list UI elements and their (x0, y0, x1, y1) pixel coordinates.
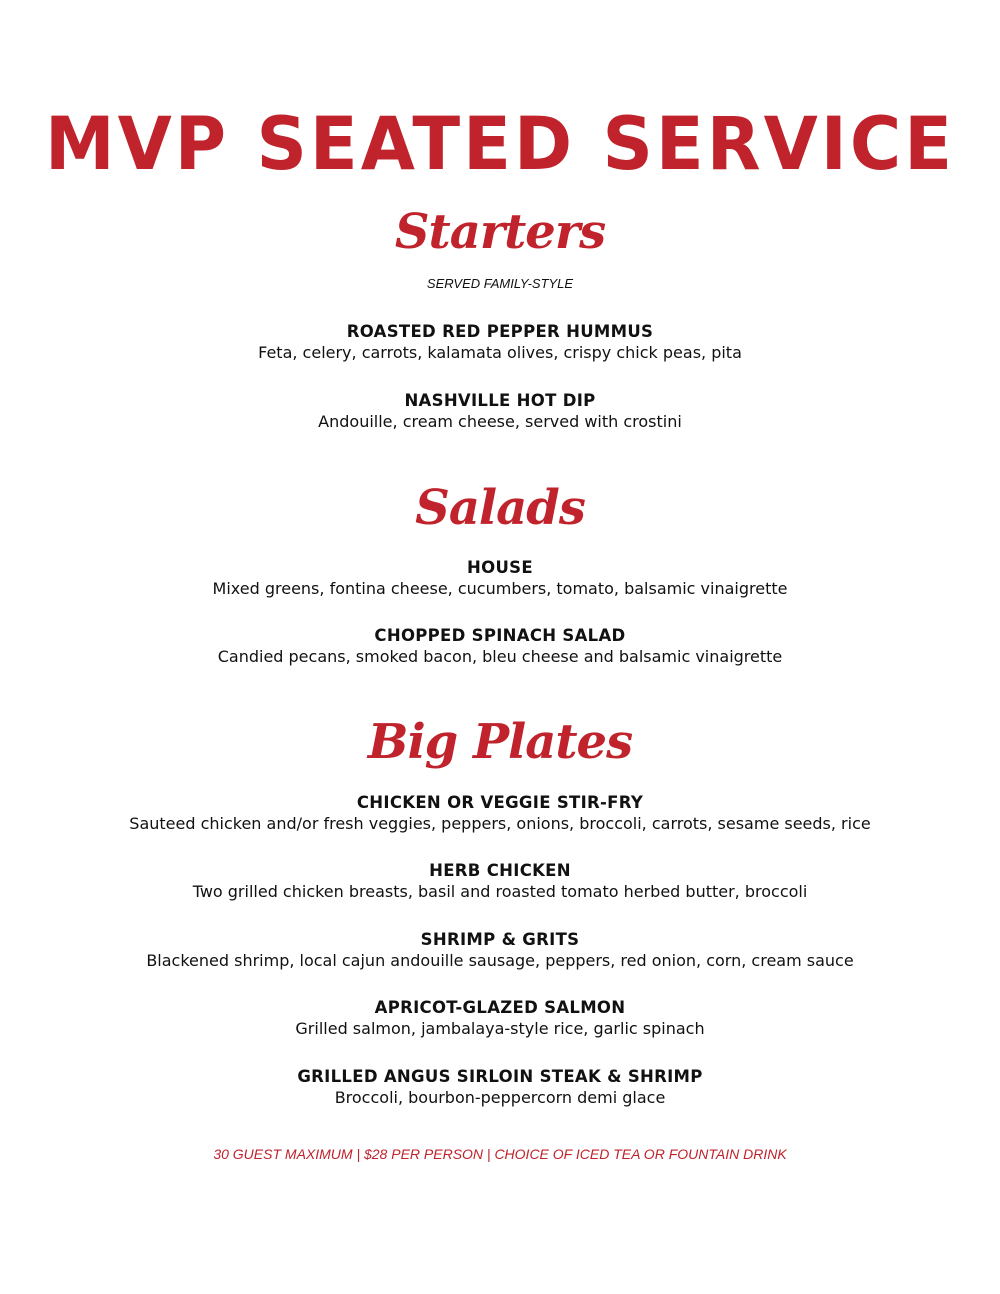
menu-item-name: SHRIMP & GRITS (420, 930, 580, 949)
menu-item-name: ROASTED RED PEPPER HUMMUS (346, 322, 654, 341)
menu-item-name: HERB CHICKEN (429, 861, 571, 880)
menu-item-description: Mixed greens, fontina cheese, cucumbers, tomato, balsamic vinaigrette (212, 579, 788, 598)
menu-item-description: Grilled salmon, jambalaya-style rice, garlic spinach (295, 1019, 705, 1038)
menu-item (0, 558, 1000, 599)
menu-item-description: Feta, celery, carrots, kalamata olives, crispy chick peas, pita (258, 343, 742, 362)
menu-item-description: Candied pecans, smoked bacon, bleu cheese and balsamic vinaigrette (217, 647, 783, 666)
section-heading-salads: Salads (415, 480, 585, 536)
menu-item (0, 861, 1000, 902)
menu-item-description: Sauteed chicken and/or fresh veggies, peppers, onions, broccoli, carrots, sesame seeds, rice (129, 814, 871, 833)
menu-item (0, 322, 1000, 363)
menu-item-name: NASHVILLE HOT DIP (404, 391, 596, 410)
menu-item-description: Two grilled chicken breasts, basil and roasted tomato herbed butter, broccoli (192, 882, 808, 901)
menu-item-name: CHOPPED SPINACH SALAD (374, 626, 626, 645)
pricing-footer: 30 GUEST MAXIMUM | $28 PER PERSON | CHOICE OF ICED TEA OR FOUNTAIN DRINK (213, 1146, 787, 1162)
menu-item (0, 793, 1000, 834)
menu-item-description: Andouille, cream cheese, served with crostini (318, 412, 682, 431)
section-heading-big-plates: Big Plates (367, 714, 633, 770)
menu-item-name: APRICOT-GLAZED SALMON (374, 998, 626, 1017)
section-note-starters: SERVED FAMILY-STYLE (426, 276, 574, 291)
menu-item-description: Broccoli, bourbon-peppercorn demi glace (334, 1088, 666, 1107)
menu-item (0, 626, 1000, 667)
menu-item (0, 930, 1000, 971)
menu-item-name: GRILLED ANGUS SIRLOIN STEAK & SHRIMP (297, 1067, 703, 1086)
section-heading-starters: Starters (394, 204, 606, 260)
menu-item (0, 1067, 1000, 1108)
menu-item-name: CHICKEN OR VEGGIE STIR-FRY (356, 793, 644, 812)
page-title: MVP SEATED SERVICE (44, 100, 956, 188)
menu-item (0, 998, 1000, 1039)
menu-item-name: HOUSE (467, 558, 533, 577)
menu-item (0, 391, 1000, 432)
menu-item-description: Blackened shrimp, local cajun andouille sausage, peppers, red onion, corn, cream sauce (146, 951, 854, 970)
